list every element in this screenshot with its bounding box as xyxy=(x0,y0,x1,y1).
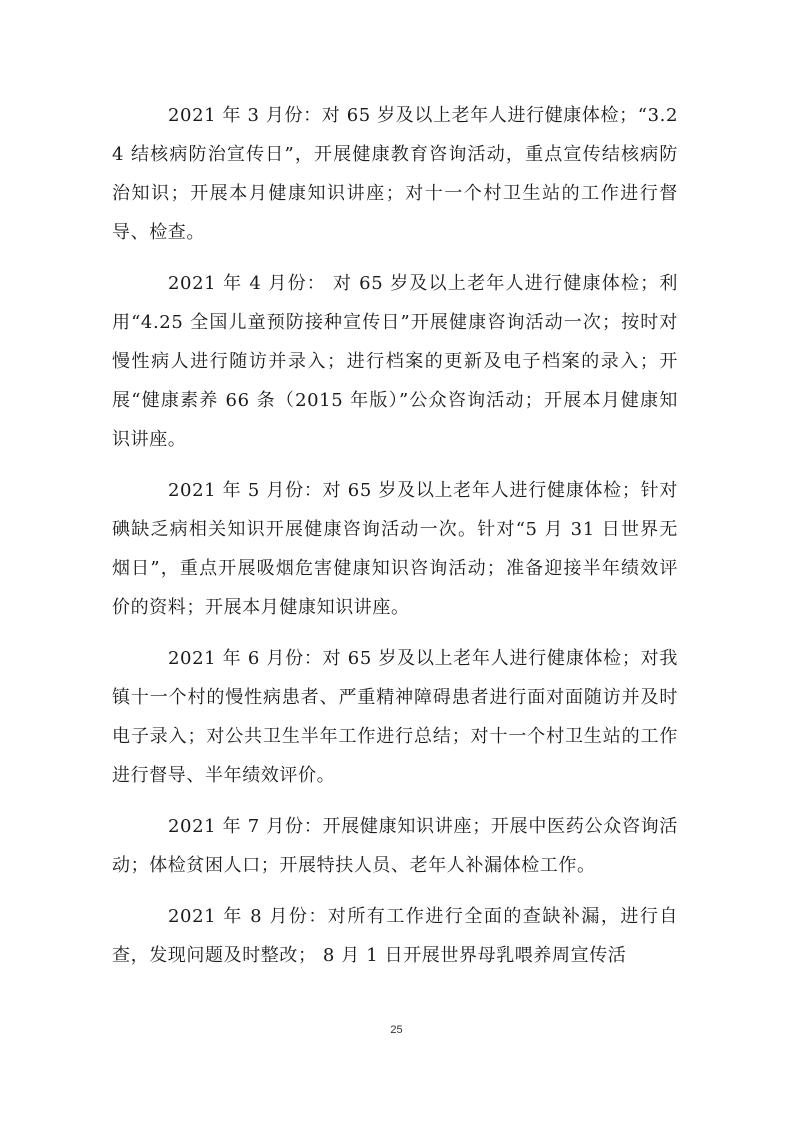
page-number: 25 xyxy=(390,1024,403,1036)
document-body xyxy=(112,96,678,987)
paragraph-march: 2021 年 3 月份：对 65 岁及以上老年人进行健康体检；“3.24 结核病防治宣传日”，开展健康教育咨询活动，重点宣传结核病防治知识；开展本月健康知识讲座；对十一个村卫生站的工作进行督导、检查。 xyxy=(112,105,678,243)
paragraph-june: 2021 年 6 月份：对 65 岁及以上老年人进行健康体检；对我镇十一个村的慢性病患者、严重精神障碍患者进行面对面随访并及时电子录入；对公共卫生半年工作进行总结；对十一个村卫生站的工作进行督导、半年绩效评价。 xyxy=(112,648,678,786)
paragraph-august: 2021 年 8 月份：对所有工作进行全面的查缺补漏，进行自查，发现问题及时整改； 8 月 1 日开展世界母乳喂养周宣传活 xyxy=(112,906,678,966)
paragraph-april: 2021 年 4 月份： 对 65 岁及以上老年人进行健康体检；利用“4.25 全国儿童预防接种宣传日”开展健康咨询活动一次；按时对慢性病人进行随访并录入；进行档案的更新及电子档案的录入；开展“健康素养 66 条（2015 年版）”公众咨询活动；开展本月健康知识讲座。 xyxy=(112,273,678,450)
paragraph-july: 2021 年 7 月份：开展健康知识讲座；开展中医药公众咨询活动；体检贫困人口；开展特扶人员、老年人补漏体检工作。 xyxy=(112,816,678,876)
paragraph-may: 2021 年 5 月份：对 65 岁及以上老年人进行健康体检；针对碘缺乏病相关知识开展健康咨询活动一次。针对“5 月 31 日世界无烟日”，重点开展吸烟危害健康知识咨询活动；准备迎接半年绩效评价的资料；开展本月健康知识讲座。 xyxy=(112,480,678,618)
